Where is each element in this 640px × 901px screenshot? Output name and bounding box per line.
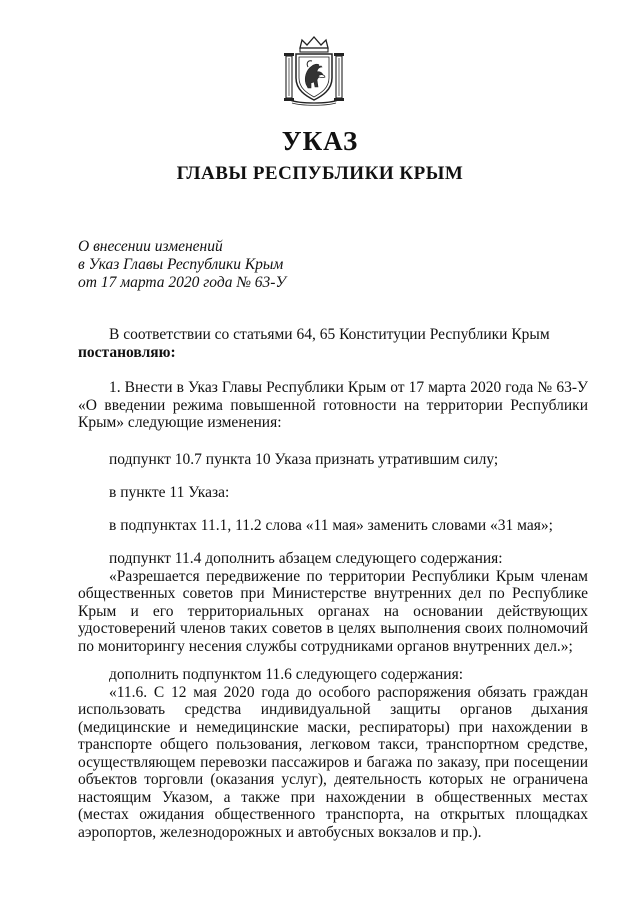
- document-subject: [78, 238, 286, 292]
- item-1-text: 1. Внести в Указ Главы Республики Крым от 17 марта 2020 года № 63-У «О введении режима повышенной готовности на территории Республики Крым» следующие изменения:: [78, 379, 588, 431]
- subitem-11-4-block: [78, 550, 588, 655]
- subitem-10-7-text: подпункт 10.7 пункта 10 Указа признать утратившим силу;: [109, 451, 499, 468]
- point-11-block: [78, 484, 588, 502]
- crimea-coat-of-arms-icon: [282, 34, 346, 106]
- subitem-11-6-block: [78, 666, 588, 841]
- preamble-block: [78, 326, 588, 361]
- document-subtitle: ГЛАВЫ РЕСПУБЛИКИ КРЫМ: [176, 163, 464, 184]
- subitem-11-1-text: в подпунктах 11.1, 11.2 слова «11 мая» заменить словами «31 мая»;: [109, 517, 553, 534]
- decree-word: постановляю:: [78, 343, 176, 361]
- subject-line-3: от 17 марта 2020 года № 63-У: [78, 274, 286, 291]
- subitem-11-4-intro: подпункт 11.4 дополнить абзацем следующего содержания:: [109, 550, 503, 567]
- item-1-block: [78, 379, 588, 432]
- subject-line-1: О внесении изменений: [78, 238, 223, 255]
- document-title: УКАЗ: [281, 126, 359, 156]
- preamble-text: В соответствии со статьями 64, 65 Конституции Республики Крым: [109, 326, 550, 343]
- subitem-11-1-block: [78, 517, 588, 535]
- subitem-11-6-intro: дополнить подпунктом 11.6 следующего содержания:: [109, 666, 464, 683]
- point-11-text: в пункте 11 Указа:: [109, 484, 230, 501]
- subitem-10-7-block: [78, 451, 588, 469]
- subitem-11-4-quote: «Разрешается передвижение по территории Республики Крым членам общественных советов при Министерстве внутренних дел по Республике Крым и его территориальных органах на основании действующих удостоверений членов таких советов в целях выполнения своих полномочий по мониторингу несения службы сотрудниками органов внутренних дел.»;: [78, 567, 588, 655]
- subject-line-2: в Указ Главы Республики Крым: [78, 256, 284, 273]
- subitem-11-6-quote: «11.6. С 12 мая 2020 года до особого распоряжения обязать граждан использовать средства индивидуальной защиты органов дыхания (медицинские и немедицинские маски, респираторы) при нахождении в транспорте общего пользования, легковом такси, транспортном средстве, осуществляющем перевозки пассажиров и багажа по заказу, при посещении объектов торговли (оказания услуг), деятельность которых не ограничена настоящим Указом, а также при нахождении в общественных местах (местах ожидания общественного транспорта, на открытых площадках аэропортов, железнодорожных и автобусных вокзалов и пр.).: [78, 683, 588, 841]
